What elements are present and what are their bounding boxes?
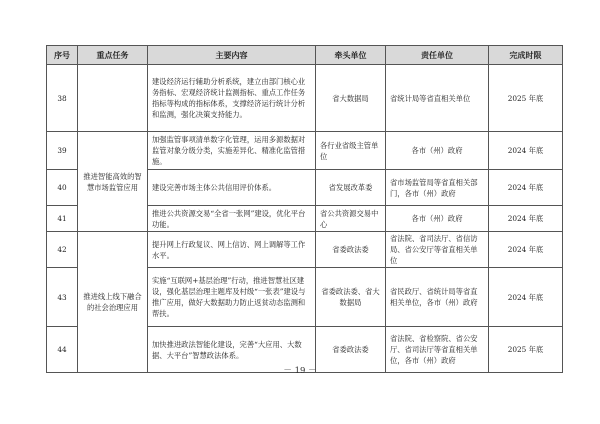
row-content: 建设经济运行辅助分析系统，建立由部门核心业务指标、宏观经济统计监测指标、重点工作任务指标等构成的指标体系，支撑经济运行统计分析和监测，强化决策支持能力。 (148, 65, 316, 132)
row-lead-unit: 省大数据局 (316, 65, 386, 132)
row-deadline: 2025 年底 (489, 65, 563, 132)
row-task-continued (78, 65, 148, 132)
row-responsible-unit: 省法院、省检察院、省公安厅、省司法厅等省直相关单位，各市（州）政府 (386, 327, 489, 373)
row-seq: 42 (47, 232, 78, 268)
row-deadline: 2024 年底 (489, 132, 563, 170)
row-seq: 44 (47, 327, 78, 373)
row-lead-unit: 省委政法委 (316, 232, 386, 268)
group-task-label: 推进线上线下融合的社会治理应用 (78, 232, 148, 373)
row-content: 推进公共资源交易“全省一张网”建设，优化平台功能。 (148, 206, 316, 232)
row-responsible-unit: 省统计局等省直相关单位 (386, 65, 489, 132)
row-seq: 40 (47, 170, 78, 206)
task-table (46, 45, 563, 373)
row-deadline: 2024 年底 (489, 232, 563, 268)
header-deadline: 完成时限 (489, 46, 563, 65)
group-task-label: 推进智能高效的智慧市场监管应用 (78, 132, 148, 232)
row-deadline: 2025 年底 (489, 327, 563, 373)
page-number: － 19 － (283, 366, 317, 376)
row-content: 实施“互联网+基层治理”行动，推进智慧社区建设，强化基层治理主题库及村级“一张表”建设与推广应用，做好大数据助力防止返贫动态监测和帮扶。 (148, 268, 316, 327)
header-responsible: 责任单位 (386, 46, 489, 65)
row-lead-unit: 省发展改革委 (316, 170, 386, 206)
header-seq: 序号 (47, 46, 78, 65)
table-row (47, 232, 563, 268)
row-content: 加快推进政法智能化建设，完善“大应用、大数据、大平台”智慧政法体系。 (148, 327, 316, 373)
row-lead-unit: 各行业省级主管单位 (316, 132, 386, 170)
row-seq: 41 (47, 206, 78, 232)
row-lead-unit: 省公共资源交易中心 (316, 206, 386, 232)
row-deadline: 2024 年底 (489, 170, 563, 206)
table-row (47, 65, 563, 132)
row-responsible-unit: 省民政厅、省统计局等省直相关单位，各市（州）政府 (386, 268, 489, 327)
row-responsible-unit: 各市（州）政府 (386, 206, 489, 232)
table-row (47, 132, 563, 170)
row-responsible-unit: 各市（州）政府 (386, 132, 489, 170)
row-lead-unit: 省委政法委、省大数据局 (316, 268, 386, 327)
row-content: 建设完善市场主体公共信用评价体系。 (148, 170, 316, 206)
table-header-row (47, 46, 563, 65)
row-responsible-unit: 省法院、省司法厅、省信访局、省公安厅等省直相关单位 (386, 232, 489, 268)
header-content: 主要内容 (148, 46, 316, 65)
row-content: 提升网上行政复议、网上信访、网上调解等工作水平。 (148, 232, 316, 268)
row-seq: 43 (47, 268, 78, 327)
header-task: 重点任务 (78, 46, 148, 65)
header-lead: 牵头单位 (316, 46, 386, 65)
row-responsible-unit: 省市场监管局等省直相关部门，各市（州）政府 (386, 170, 489, 206)
row-deadline: 2024 年底 (489, 268, 563, 327)
row-deadline: 2024 年底 (489, 206, 563, 232)
row-lead-unit: 省委政法委 (316, 327, 386, 373)
row-seq: 38 (47, 65, 78, 132)
row-seq: 39 (47, 132, 78, 170)
row-content: 加强监管事项清单数字化管理，运用多源数据对监管对象分级分类，实施差异化、精准化监管措施。 (148, 132, 316, 170)
